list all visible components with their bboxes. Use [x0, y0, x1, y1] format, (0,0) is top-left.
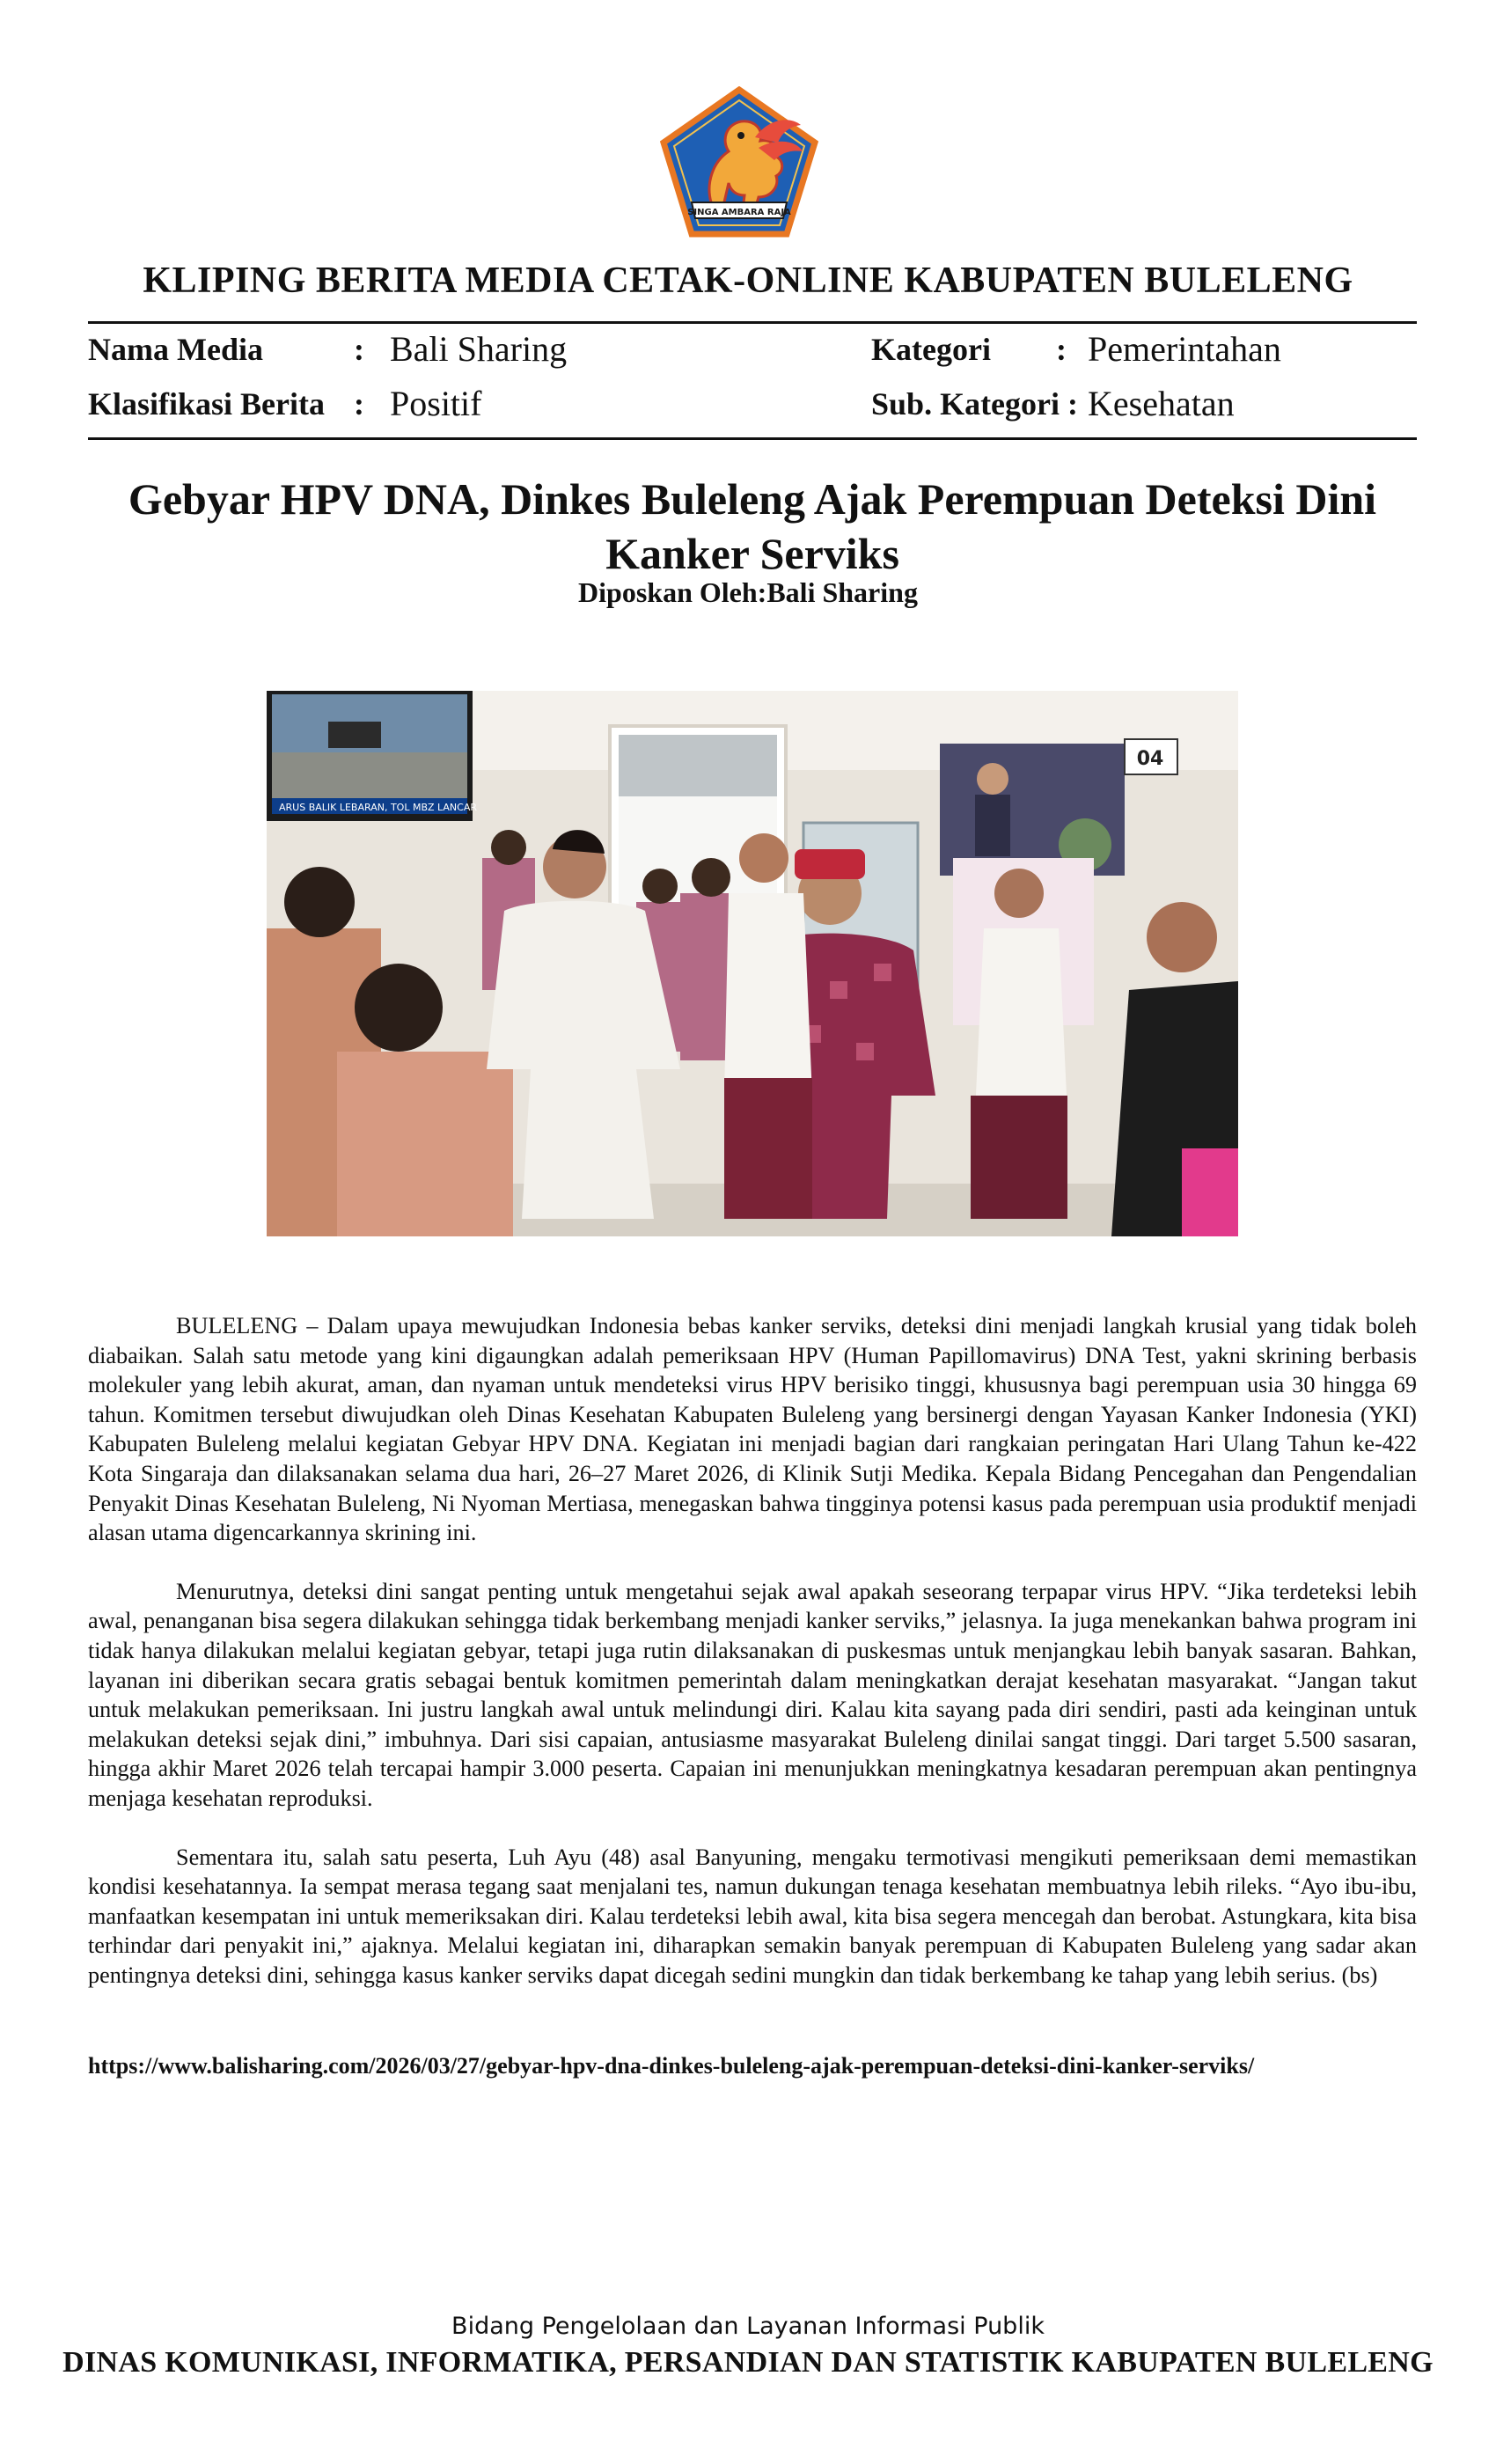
tv-caption-text: ARUS BALIK LEBARAN, TOL MBZ LANCAR — [279, 802, 478, 813]
article-paragraph-1: BULELENG – Dalam upaya mewujudkan Indonesia bebas kanker serviks, deteksi dini menjadi langkah krusial yang tidak boleh diabaikan. Salah satu metode yang kini digaungkan adalah pemeriksaan HPV (Human Papillomavirus) DNA Test, yakni skrining berbasis molekuler yang lebih akurat, aman, dan nyaman untuk mendeteksi virus HPV berisiko tinggi, khususnya bagi perempuan usia 30 hingga 69 tahun. Komitmen tersebut diwujudkan oleh Dinas Kesehatan Kabupaten Buleleng yang bersinergi dengan Yayasan Kanker Indonesia (YKI) Kabupaten Buleleng melalui kegiatan Gebyar HPV DNA. Kegiatan ini menjadi bagian dari rangkaian peringatan Hari Ulang Tahun ke-422 Kota Singaraja dan dilaksanakan selama dua hari, 26–27 Maret 2026, di Klinik Sutji Medika. Kepala Bidang Pencegahan dan Pengendalian Penyakit Dinas Kesehatan Buleleng, Ni Nyoman Mertiasa, menegaskan bahwa tingginya potensi kasus pada perempuan usia produktif menjadi alasan utama digencarkannya skrining ini. — [88, 1313, 1417, 1546]
news-classification-label: Klasifikasi Berita — [88, 386, 325, 422]
footer-unit-name: Bidang Pengelolaan dan Layanan Informasi Publik — [451, 2313, 1045, 2340]
category-label: Kategori — [871, 332, 991, 367]
article-paragraph-3: Sementara itu, salah satu peserta, Luh Ayu (48) asal Banyuning, mengaku termotivasi mengikuti pemeriksaan demi memastikan kondisi kesehatannya. Ia sempat merasa tegang saat menjalani tes, namun dukungan tenaga kesehatan membuatnya lebih rileks. “Ayo ibu-ibu, manfaatkan kesempatan ini untuk memeriksakan diri. Kalau terdeteksi lebih awal, kita bisa segera mencegah dan berobat. Astungkara, kita bisa terhindar dari penyakit ini,” ajaknya. Melalui kegiatan ini, diharapkan semakin banyak perempuan di Kabupaten Buleleng yang sadar akan pentingnya deteksi dini, sehingga kasus kanker serviks dapat dicegah sedini mungkin dan tidak berkembang ke tahap yang lebih serius. (bs) — [88, 1844, 1417, 1988]
category-colon: : — [1056, 332, 1067, 367]
article-paragraph-2: Menurutnya, deteksi dini sangat penting untuk mengetahui sejak awal apakah seseorang terpapar virus HPV. “Jika terdeteksi lebih awal, penanganan bisa segera dilakukan sehingga tidak berkembang menjadi kanker serviks,” jelasnya. Ia juga menekankan bahwa program ini tidak hanya dilakukan melalui kegiatan gebyar, tetapi juga rutin dilaksanakan di puskesmas untuk menjangkau lebih banyak sasaran. Bahkan, layanan ini diberikan secara gratis sebagai bentuk komitmen pemerintah dalam meningkatkan derajat kesehatan masyarakat. “Jangan takut untuk melakukan pemeriksaan. Ini justru langkah awal untuk melindungi diri. Kalau kita sayang pada diri sendiri, pasti ada keinginan untuk melakukan deteksi sejak dini,” imbuhnya. Dari sisi capaian, antusiasme masyarakat Buleleng dinilai sangat tinggi. Dari target 5.500 sasaran, hingga akhir Maret 2026 telah tercapai hampir 3.000 peserta. Capaian ini menunjukkan meningkatnya kesadaran perempuan akan pentingnya menjaga kesehatan reproduksi. — [88, 1578, 1417, 1811]
header-top-rule — [88, 321, 1417, 324]
category-value: Pemerintahan — [1088, 329, 1281, 369]
subcategory-label: Sub. Kategori : — [871, 386, 1079, 422]
header-bottom-rule — [88, 437, 1417, 440]
article-photo-svg — [267, 691, 1238, 1236]
emblem-motto-text: SINGA AMBARA RAJA — [687, 208, 791, 217]
emblem-svg — [660, 86, 818, 238]
article-byline: Diposkan Oleh:Bali Sharing — [578, 576, 918, 608]
media-name-label: Nama Media — [88, 332, 263, 367]
document-header-title: KLIPING BERITA MEDIA CETAK-ONLINE KABUPATEN BULELENG — [143, 260, 1353, 301]
article-headline — [88, 472, 1417, 581]
buleleng-emblem-logo — [660, 86, 818, 238]
article-photo — [267, 691, 1238, 1236]
news-classification-colon: : — [354, 386, 364, 422]
photo-door-number: 04 — [1136, 748, 1164, 770]
tv-screen — [267, 691, 477, 821]
headline-line-1: Gebyar HPV DNA, Dinkes Buleleng Ajak Perempuan Deteksi Dini — [128, 474, 1377, 524]
news-classification-value: Positif — [390, 384, 482, 423]
headline-line-2: Kanker Serviks — [605, 529, 899, 578]
article-body — [88, 1311, 1417, 2019]
media-name-value: Bali Sharing — [390, 329, 568, 369]
media-name-colon: : — [354, 332, 364, 367]
subcategory-value: Kesehatan — [1088, 384, 1235, 423]
footer-department-name: DINAS KOMUNIKASI, INFORMATIKA, PERSANDIAN DAN STATISTIK KABUPATEN BULELENG — [62, 2346, 1434, 2379]
source-url-link[interactable]: https://www.balisharing.com/2026/03/27/gebyar-hpv-dna-dinkes-buleleng-ajak-perempuan-deteksi-dini-kanker-serviks/ — [88, 2053, 1255, 2079]
